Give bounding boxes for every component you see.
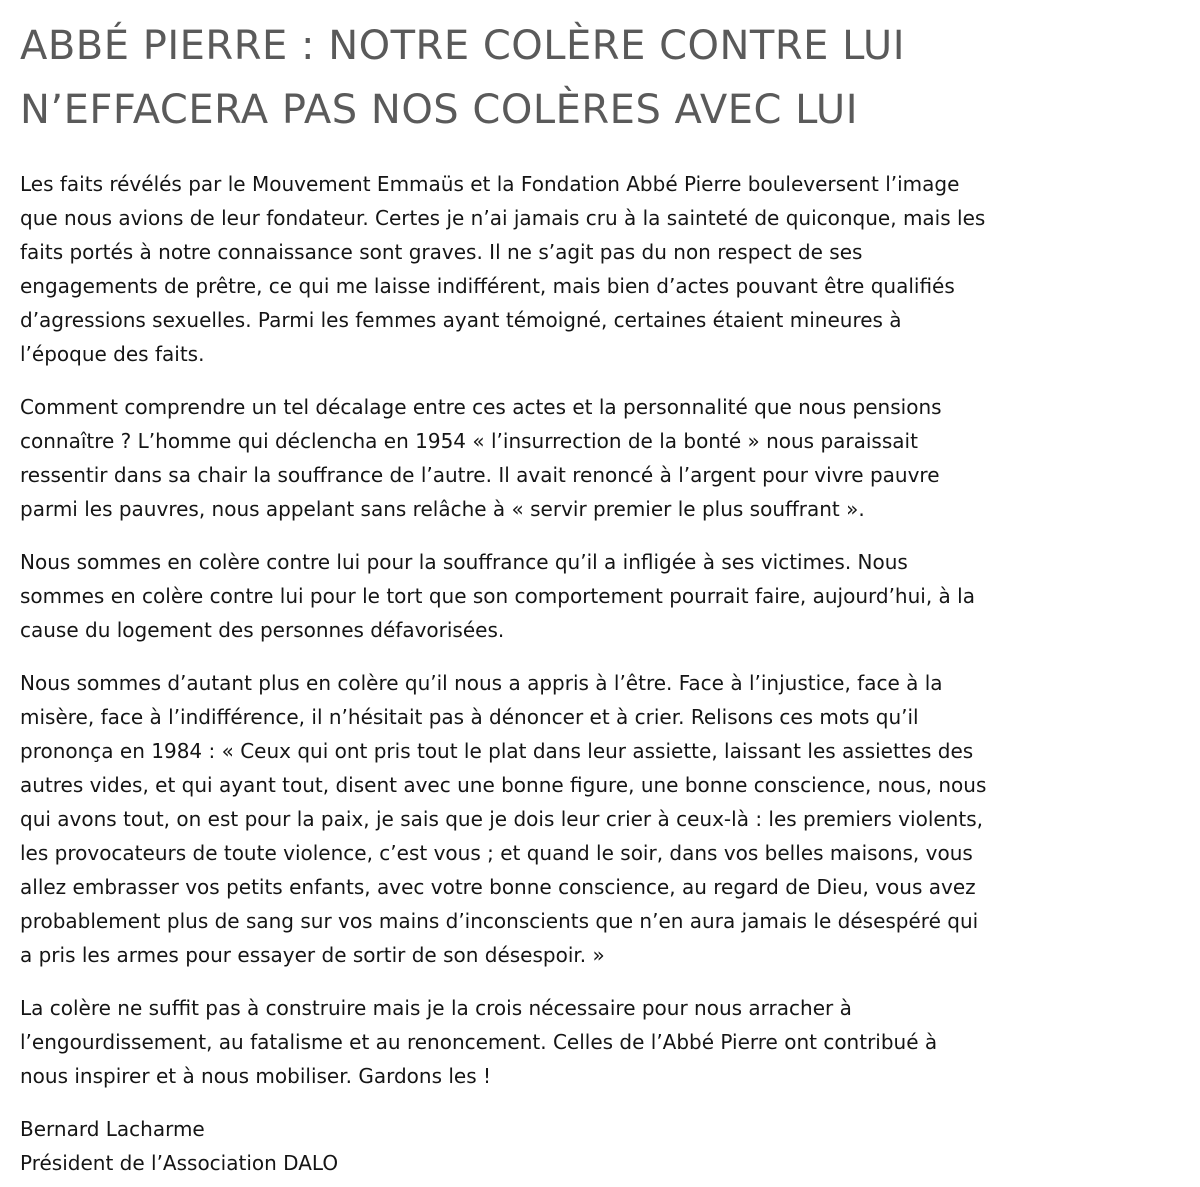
paragraph-line: connaître ? L’homme qui déclencha en 1954 « l’insurrection de la bonté » nous paraissait: [20, 429, 918, 453]
paragraph: [20, 390, 1190, 526]
paragraph: [20, 666, 1190, 972]
paragraph-line: prononça en 1984 : « Ceux qui ont pris tout le plat dans leur assiette, laissant les assiettes des: [20, 739, 974, 763]
signature-name: Bernard Lacharme: [20, 1117, 205, 1141]
paragraph-line: probablement plus de sang sur vos mains d’inconscients que n’en aura jamais le désespéré qui: [20, 909, 979, 933]
signature: [20, 1112, 1190, 1180]
paragraph-line: a pris les armes pour essayer de sortir de son désespoir. »: [20, 943, 605, 967]
title-line: N’EFFACERA PAS NOS COLÈRES AVEC LUI: [20, 87, 859, 133]
paragraph-line: La colère ne suffit pas à construire mais je la crois nécessaire pour nous arracher à: [20, 996, 852, 1020]
paragraph-line: sommes en colère contre lui pour le tort que son comportement pourrait faire, aujourd’hui, à la: [20, 584, 975, 608]
paragraph-line: les provocateurs de toute violence, c’est vous ; et quand le soir, dans vos belles maisons, vous: [20, 841, 973, 865]
paragraph-line: autres vides, et qui ayant tout, disent avec une bonne figure, une bonne conscience, nous, nous: [20, 773, 987, 797]
paragraph: [20, 167, 1190, 371]
paragraph-line: l’époque des faits.: [20, 342, 205, 366]
article-body: [20, 167, 1190, 1180]
paragraph-line: misère, face à l’indifférence, il n’hésitait pas à dénoncer et à crier. Relisons ces mots qu’il: [20, 705, 919, 729]
paragraph: [20, 991, 1190, 1093]
paragraph-line: parmi les pauvres, nous appelant sans relâche à « servir premier le plus souffrant ».: [20, 497, 865, 521]
paragraph-line: Les faits révélés par le Mouvement Emmaüs et la Fondation Abbé Pierre bouleversent l’image: [20, 172, 960, 196]
paragraph-line: engagements de prêtre, ce qui me laisse indifférent, mais bien d’actes pouvant être qualifiés: [20, 274, 955, 298]
signature-role: Président de l’Association DALO: [20, 1151, 339, 1175]
paragraph-line: que nous avions de leur fondateur. Certes je n’ai jamais cru à la sainteté de quiconque, mais les: [20, 206, 986, 230]
paragraph: [20, 545, 1190, 647]
paragraph-line: Nous sommes d’autant plus en colère qu’il nous a appris à l’être. Face à l’injustice, face à la: [20, 671, 943, 695]
paragraph-line: qui avons tout, on est pour la paix, je sais que je dois leur crier à ceux-là : les premiers violents,: [20, 807, 983, 831]
paragraph-line: ressentir dans sa chair la souffrance de l’autre. Il avait renoncé à l’argent pour vivre pauvre: [20, 463, 940, 487]
paragraph-line: cause du logement des personnes défavorisées.: [20, 618, 505, 642]
paragraph-line: l’engourdissement, au fatalisme et au renoncement. Celles de l’Abbé Pierre ont contribué à: [20, 1030, 938, 1054]
title-line: ABBÉ PIERRE : NOTRE COLÈRE CONTRE LUI: [20, 23, 905, 69]
paragraph-line: nous inspirer et à nous mobiliser. Gardons les !: [20, 1064, 491, 1088]
paragraph-line: allez embrasser vos petits enfants, avec votre bonne conscience, au regard de Dieu, vous avez: [20, 875, 976, 899]
article-title: [20, 14, 905, 142]
paragraph-line: d’agressions sexuelles. Parmi les femmes ayant témoigné, certaines étaient mineures à: [20, 308, 902, 332]
paragraph-line: Comment comprendre un tel décalage entre ces actes et la personnalité que nous pensions: [20, 395, 942, 419]
paragraph-line: Nous sommes en colère contre lui pour la souffrance qu’il a infligée à ses victimes. Nous: [20, 550, 908, 574]
paragraph-line: faits portés à notre connaissance sont graves. Il ne s’agit pas du non respect de ses: [20, 240, 863, 264]
